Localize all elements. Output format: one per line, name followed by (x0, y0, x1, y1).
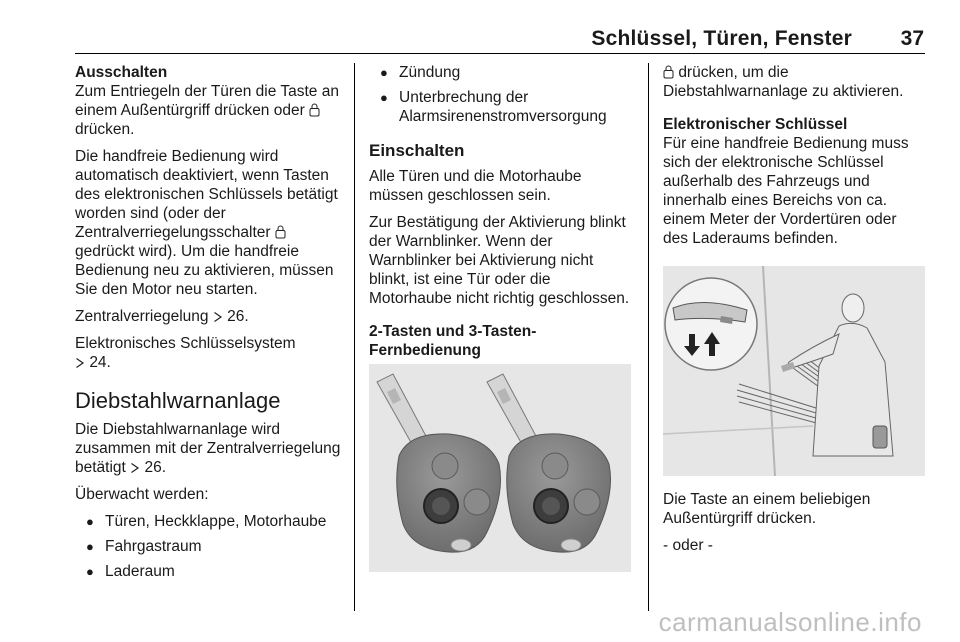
einschalten-text: Alle Türen und die Motorhaube müssen geschlossen sein. (369, 168, 582, 204)
einschalten-heading: Einschalten (369, 141, 465, 160)
ueberwacht-list-continued (369, 63, 631, 126)
bestaetigung-text: Zur Bestätigung der Aktivierung blinkt der Warnblinker. Wenn der Warnblinker bei Aktivierung nicht blinkt, ist eine Tür oder die Motorhaube nicht richtig geschlossen. (369, 214, 630, 307)
remote-fob-2-button (397, 434, 501, 552)
zv-text: Zentralverriegelung (75, 308, 209, 325)
handfree-text-b: gedrückt wird). Um die handfreie Bedienung neu zu aktivieren, müssen Sie den Motor neu starten. (75, 243, 334, 298)
ausschalten-text-b: drücken. (75, 121, 135, 138)
list-item: ● Unterbrechung der Alarmsirenenstromversorgung (380, 89, 607, 125)
ausschalten-paragraph (75, 82, 345, 139)
column-divider-right (648, 63, 649, 611)
bullet-icon: ● (86, 514, 94, 529)
column-divider-left (354, 63, 355, 611)
remote-heading: 2-Tasten und 3-Tasten-Fernbedienung (369, 323, 537, 359)
lock-closed-icon (275, 225, 286, 239)
oder-text: - oder - (663, 537, 713, 554)
lock-closed-icon (309, 103, 320, 117)
dwa-page-link[interactable]: 26. (144, 459, 167, 476)
bullet-icon: ● (86, 539, 94, 554)
ueberwacht-list (75, 512, 345, 581)
page-reference-icon (130, 462, 140, 474)
column-1 (75, 63, 345, 589)
bullet-icon: ● (380, 65, 388, 80)
ueberwacht-text: Überwacht werden: (75, 486, 209, 503)
lock-closed-icon (663, 65, 674, 79)
page-header-title: Schlüssel, Türen, Fenster (591, 27, 852, 50)
zv-page-link[interactable]: 26. (227, 308, 249, 325)
remote-keys-drawing (369, 364, 631, 572)
list-item: ● Fahrgastraum (86, 538, 202, 555)
list-item: ● Türen, Heckklappe, Motorhaube (86, 513, 327, 530)
remote-fob-3-button (507, 434, 611, 552)
elec-key-text: Für eine handfreie Bedienung muss sich der elektronische Schlüssel außerhalb des Fahrzeugs und innerhalb eines Bereichs von ca. einem Meter der Vordertüren oder des Laderaums befinden. (663, 135, 909, 247)
handsfree-illustration (663, 266, 925, 476)
column-2 (369, 63, 631, 572)
door-handle-inset (665, 278, 757, 370)
dwa-heading: Diebstahlwarnanlage (75, 388, 281, 413)
column-3 (663, 63, 925, 563)
list-item: ● Laderaum (86, 563, 175, 580)
intro-text: drücken, um die Diebstahlwarnanlage zu aktivieren. (663, 64, 904, 100)
remote-keys-illustration (369, 364, 631, 572)
ess-page-link[interactable]: 24. (89, 354, 111, 371)
dwa-paragraph (75, 420, 345, 477)
ausschalten-text-a: Zum Entriegeln der Türen die Taste an einem Außentürgriff drücken oder (75, 83, 339, 119)
key-blade (377, 374, 427, 446)
watermark: carmanualsonline.info (658, 607, 922, 637)
intro-paragraph (663, 63, 925, 101)
ess-text: Elektronisches Schlüsselsystem (75, 335, 296, 352)
zv-reference (75, 307, 345, 326)
handfree-paragraph (75, 147, 345, 299)
header-rule (75, 53, 925, 54)
dwa-text: Die Diebstahlwarnanlage wird zusammen mit der Zentralverriegelung betätigt (75, 421, 341, 476)
bullet-icon: ● (86, 564, 94, 579)
handfree-text-a: Die handfreie Bedienung wird automatisch deaktiviert, wenn Tasten des elektronischen Schlüssels betätigt worden sind (oder der Zentralverriegelungsschalter (75, 148, 338, 241)
key-blade (487, 374, 537, 446)
ess-reference (75, 334, 345, 372)
page-number: 37 (900, 27, 924, 50)
elec-key-heading: Elektronischer Schlüssel (663, 116, 848, 133)
page-reference-icon (213, 311, 223, 323)
taste-text: Die Taste an einem beliebigen Außentürgriff drücken. (663, 491, 871, 527)
bullet-icon: ● (380, 90, 388, 105)
ausschalten-heading: Ausschalten (75, 64, 168, 81)
list-item: ● Zündung (380, 64, 461, 81)
handsfree-drawing (663, 266, 925, 476)
page-reference-icon (75, 357, 85, 369)
electronic-key-icon (873, 426, 887, 448)
